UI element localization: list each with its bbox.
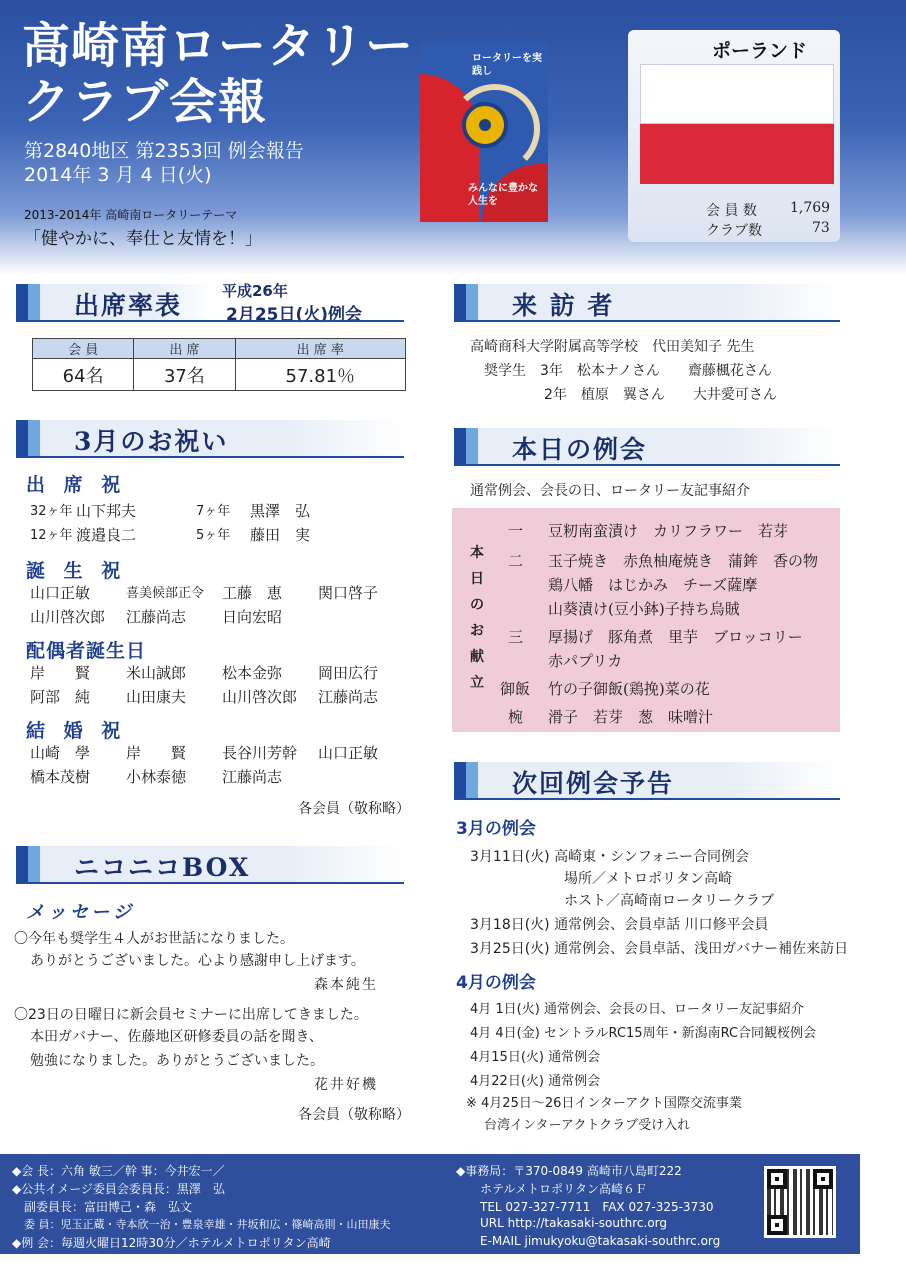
members-value: 1,769 bbox=[790, 200, 831, 216]
qr-code-icon[interactable] bbox=[764, 1166, 836, 1238]
menu-item: 竹の子御飯(鶏挽)菜の花 bbox=[548, 680, 710, 698]
footer-link[interactable]: URL http://takasaki-southrc.org bbox=[480, 1216, 668, 1230]
menu-item: 豆籾南蛮漬け カリフラワー 若芽 bbox=[548, 522, 789, 540]
clubs-value: 73 bbox=[812, 220, 830, 236]
footer-line: ◆公共イメージ委員会委員長：黒澤 弘 bbox=[12, 1182, 225, 1196]
list-item: 岸 賢 bbox=[30, 664, 91, 682]
footer-email[interactable]: E-MAIL jimukyoku@takasaki-southrc.org bbox=[480, 1234, 721, 1248]
message-author: 花井好機 bbox=[314, 1077, 378, 1093]
rotary-wheel-icon bbox=[462, 102, 508, 148]
issue-date: 2014年 3 月 4 日(火) bbox=[24, 164, 212, 186]
list-item: 山田康夫 bbox=[126, 688, 187, 706]
schedule-item: 4月 4日(金) セントラルRC15周年・新潟南RC合同観桜例会 bbox=[470, 1026, 817, 1041]
theme-text: 「健やかに、奉仕と友情を！」 bbox=[24, 229, 262, 249]
list-item: 山口正敏 bbox=[30, 584, 91, 602]
menu-course: 椀 bbox=[508, 708, 524, 726]
footer-line: ◆例 会：毎週火曜日12時30分／ホテルメトロポリタン高崎 bbox=[12, 1236, 331, 1250]
list-item: 山下邦夫 bbox=[76, 502, 137, 520]
visitor-line: 高崎商科大学附属高等学校 代田美知子 先生 bbox=[470, 339, 755, 355]
menu-item: 鶏八幡 はじかみ チーズ薩摩 bbox=[548, 576, 758, 594]
nikoniko-section-header bbox=[16, 846, 404, 884]
menu-label: 本日のお献立 bbox=[470, 545, 484, 691]
celebrations-section-header bbox=[16, 420, 404, 458]
poster-bottom-text: みんなに豊かな人生を bbox=[468, 183, 538, 207]
nikoniko-title: ニコニコBOX bbox=[74, 853, 251, 882]
schedule-item: 4月 1日(火) 通常例会、会長の日、ロータリー友記事紹介 bbox=[470, 1002, 804, 1017]
menu-item: 厚揚げ 豚角煮 里芋 ブロッコリー bbox=[548, 628, 803, 646]
footer-line: TEL 027-327-7711 FAX 027-325-3730 bbox=[480, 1200, 714, 1214]
list-item: 山崎 學 bbox=[30, 744, 91, 762]
col-members: 会 員 bbox=[33, 339, 134, 359]
list-item: 工藤 恵 bbox=[222, 584, 283, 602]
footer-line: ◆会 長：六角 敏三／幹 事：今井宏一／ bbox=[12, 1164, 225, 1178]
menu-course: 一 bbox=[508, 522, 524, 540]
menu-item: 滑子 若芽 葱 味噌汁 bbox=[548, 708, 714, 726]
list-item: 米山誠郎 bbox=[126, 664, 187, 682]
list-item: 山川啓次郎 bbox=[222, 688, 298, 706]
next-title: 次回例会予告 bbox=[512, 769, 675, 798]
list-item: 渡邉良二 bbox=[76, 526, 137, 544]
schedule-item: 4月22日(火) 通常例会 bbox=[470, 1074, 601, 1089]
list-item: 長谷川芳幹 bbox=[222, 744, 298, 762]
list-item: 岸 賢 bbox=[126, 744, 187, 762]
nikoniko-note: 各会員（敬称略） bbox=[298, 1107, 410, 1123]
today-description: 通常例会、会長の日、ロータリー友記事紹介 bbox=[470, 483, 750, 499]
list-item: 山川啓次郎 bbox=[30, 608, 106, 626]
message-line: 〇23日の日曜日に新会員セミナーに出席してきました。 bbox=[14, 1007, 368, 1023]
message-line: 〇今年も奨学生４人がお世話になりました。 bbox=[14, 931, 294, 947]
message-title: メッセージ bbox=[26, 902, 135, 923]
poland-flag-red bbox=[640, 124, 834, 184]
next-section-header bbox=[454, 762, 840, 800]
list-item: 江藤尚志 bbox=[318, 688, 379, 706]
footer-line: ホテルメトロポリタン高崎６Ｆ bbox=[480, 1182, 648, 1196]
visitor-line: 2年 植原 翼さん 大井愛可さん bbox=[544, 387, 777, 403]
list-item: 12ヶ年 bbox=[30, 528, 73, 543]
list-item: 橋本茂樹 bbox=[30, 768, 91, 786]
visitor-line: 奨学生 3年 松本ナノさん 齋藤楓花さん bbox=[484, 363, 772, 379]
menu-course: 御飯 bbox=[500, 680, 531, 698]
message-line: ありがとうございました。心より感謝申し上げます。 bbox=[30, 953, 365, 969]
list-item: 山口正敏 bbox=[318, 744, 379, 762]
theme-label: 2013-2014年 高崎南ロータリーテーマ bbox=[24, 208, 238, 222]
message-line: 本田ガバナー、佐藤地区研修委員の話を聞き、 bbox=[30, 1029, 323, 1045]
footer-line: 委 員：児玉正蔵・寺本欣一治・豊泉幸雄・井坂和広・篠崎高則・山田康夫 bbox=[24, 1218, 391, 1231]
visitors-section-header bbox=[454, 284, 840, 322]
celebrations-note: 各会員（敬称略） bbox=[298, 801, 410, 817]
visitors-title: 来 訪 者 bbox=[512, 291, 615, 320]
attendance-celebration-title: 出 席 祝 bbox=[26, 474, 127, 496]
newsletter-title-line2: クラブ会報 bbox=[22, 74, 268, 130]
attendance-title: 出席率表 bbox=[74, 291, 183, 320]
list-item: 岡田広行 bbox=[318, 664, 379, 682]
newsletter-title-line1: 高崎南ロータリー bbox=[22, 18, 415, 74]
march-title: 3月の例会 bbox=[456, 819, 536, 839]
schedule-item: ※ 4月25日～26日インターアクト国際交流事業 bbox=[466, 1096, 742, 1111]
list-item: 日向宏昭 bbox=[222, 608, 283, 626]
list-item: 黒澤 弘 bbox=[250, 502, 311, 520]
birthday-title: 誕 生 祝 bbox=[26, 560, 127, 582]
footer-line: 副委員長：富田博己・森 弘文 bbox=[24, 1200, 193, 1214]
list-item: 江藤尚志 bbox=[126, 608, 187, 626]
poster-top-text: ロータリーを実践し bbox=[472, 53, 542, 77]
country-name: ポーランド bbox=[712, 40, 808, 62]
message-author: 森本純生 bbox=[314, 977, 378, 993]
menu-item: 山葵漬け(豆小鉢)子持ち烏賊 bbox=[548, 600, 740, 618]
col-rate: 出 席 率 bbox=[235, 339, 405, 359]
members-label: 会 員 数 bbox=[706, 203, 757, 219]
col-present: 出 席 bbox=[134, 339, 235, 359]
april-title: 4月の例会 bbox=[456, 973, 536, 993]
menu-course: 三 bbox=[508, 628, 524, 646]
attendance-section-header bbox=[16, 284, 212, 322]
list-item: 江藤尚志 bbox=[222, 768, 283, 786]
rotary-theme-poster bbox=[420, 44, 548, 222]
list-item: 7ヶ年 bbox=[196, 504, 231, 519]
list-item: 5ヶ年 bbox=[196, 528, 231, 543]
menu-course: 二 bbox=[508, 552, 524, 570]
list-item: 関口啓子 bbox=[318, 584, 379, 602]
footer-line: ◆事務局：〒370-0849 高崎市八島町222 bbox=[456, 1164, 682, 1178]
attendance-year: 平成26年 bbox=[222, 282, 288, 300]
spouse-birthday-title: 配偶者誕生日 bbox=[26, 640, 147, 662]
list-item: 喜美候部正令 bbox=[126, 586, 205, 601]
district-line: 第2840地区 第2353回 例会報告 bbox=[24, 140, 304, 162]
attendance-date: 2月25日(火)例会 bbox=[226, 305, 363, 325]
message-line: 勉強になりました。ありがとうございました。 bbox=[30, 1053, 324, 1069]
schedule-item: 台湾インターアクトクラブ受け入れ bbox=[484, 1118, 691, 1133]
today-title: 本日の例会 bbox=[512, 435, 648, 464]
wedding-title: 結 婚 祝 bbox=[26, 720, 127, 742]
menu-item: 玉子焼き 赤魚柚庵焼き 蒲鉾 香の物 bbox=[548, 552, 819, 570]
list-item: 藤田 実 bbox=[250, 526, 311, 544]
list-item: 32ヶ年 bbox=[30, 504, 73, 519]
poland-flag-white bbox=[640, 64, 834, 124]
attendance-rate: 57.81％ bbox=[235, 359, 405, 391]
schedule-item: 4月15日(火) 通常例会 bbox=[470, 1050, 601, 1065]
clubs-label: クラブ数 bbox=[706, 223, 762, 239]
schedule-item: 3月25日(火) 通常例会、会員卓話、浅田ガバナー補佐来訪日 bbox=[470, 941, 849, 957]
list-item: 阿部 純 bbox=[30, 688, 91, 706]
schedule-item: 3月11日(火) 高崎東・シンフォニー合同例会 bbox=[470, 849, 750, 865]
schedule-item: 場所／メトロポリタン高崎 bbox=[564, 871, 732, 887]
list-item: 小林泰徳 bbox=[126, 768, 187, 786]
members-count: 64名 bbox=[33, 359, 134, 391]
list-item: 松本金弥 bbox=[222, 664, 283, 682]
present-count: 37名 bbox=[134, 359, 235, 391]
today-section-header bbox=[454, 428, 840, 466]
schedule-item: 3月18日(火) 通常例会、会員卓話 川口修平会員 bbox=[470, 917, 769, 933]
attendance-table bbox=[32, 338, 406, 391]
schedule-item: ホスト／高崎南ロータリークラブ bbox=[564, 893, 774, 909]
menu-item: 赤パプリカ bbox=[548, 652, 623, 670]
celebrations-title: 3月のお祝い bbox=[74, 427, 229, 456]
